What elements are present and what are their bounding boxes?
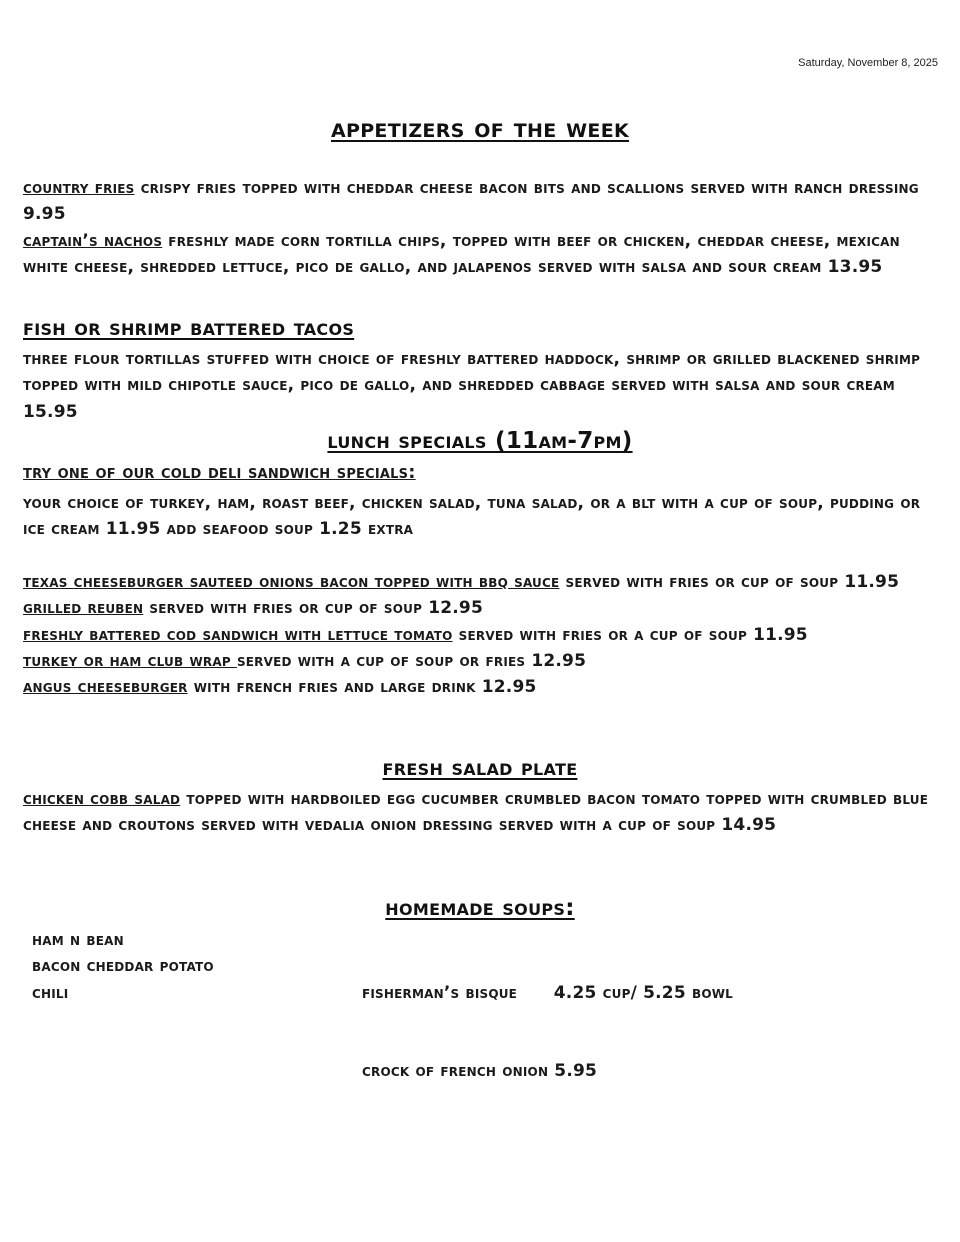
menu-item-description: crispy fries topped with cheddar cheese bacon bits and scallions served with ranch dressing 9.95 [23,178,919,225]
menu-item-name: turkey or ham club wrap [23,650,237,671]
menu-item-description: served with fries or cup of soup 12.95 [143,598,483,619]
tacos-description: three flour tortillas stuffed with choice of freshly battered haddock, shrimp or grilled blackened shrimp topped with mild chipotle sauce, pico de gallo, and shredded cabbage served with salsa and sour cream 15.95 [23,349,921,422]
soup-item: crock of french onion 5.95 [362,1061,598,1082]
menu-item-description: with french fries and large drink 12.95 [187,677,537,698]
menu-item-description: served with a cup of soup or fries 12.95 [236,650,587,671]
menu-item-name: captain’s nachos [23,230,163,251]
menu-item-name: country fries [23,178,135,198]
soup-item: bacon cheddar potato [32,956,214,977]
deli-heading: try one of our cold deli sandwich specials: [23,462,416,483]
menu-item-name: freshly battered cod sandwich with lettuce tomato [23,624,453,645]
menu-item-description: topped with hardboiled egg cucumber crumbled bacon tomato topped with crumbled blue cheese and croutons served with vedalia onion dressing served with a cup of soup 14.95 [23,789,929,836]
menu-item-angus-cheeseburger [23,674,943,700]
menu-item-country-fries [23,175,943,228]
salad-heading: fresh salad plate [382,755,578,781]
appetizers-list [23,175,943,280]
menu-date: Saturday, November 8, 2025 [798,57,938,69]
lunch-items-list [23,569,943,700]
menu-item-cod-sandwich [23,622,943,648]
menu-item-club-wrap [23,648,943,674]
menu-item-texas-cheeseburger [23,569,943,595]
deli-description: your choice of turkey, ham, roast beef, chicken salad, tuna salad, or a blt with a cup of soup, pudding or ice cream 11.95 add seafood soup 1.25 extra [23,493,921,540]
menu-item-grilled-reuben [23,595,943,621]
soup-item: chili [32,982,69,1003]
menu-item-name: grilled reuben [23,598,144,619]
soup-item: fisherman’s bisque 4.25 cup/ 5.25 bowl [362,982,734,1003]
menu-item-name: chicken cobb salad [23,789,181,809]
menu-item-cobb-salad [23,786,943,839]
menu-item-name: angus cheeseburger [23,677,188,698]
tacos-heading: fish or shrimp battered tacos [23,315,355,341]
menu-item-description: freshly made corn tortilla chips, topped with beef or chicken, cheddar cheese, mexican white cheese, shredded lettuce, pico de gallo, and jalapenos served with salsa and sour cream 13.95 [23,230,900,277]
menu-item-name: texas cheeseburger sauteed onions bacon topped with bbq sauce [23,572,560,592]
soups-list-right [362,927,733,1137]
menu-item-description: served with fries or a cup of soup 11.95 [452,624,808,645]
soups-heading: homemade soups: [385,895,575,921]
soups-list-left [32,927,214,1006]
soup-item: ham n bean [32,930,124,950]
menu-item-captains-nachos [23,228,943,281]
lunch-specials-heading: lunch specials (11am-7pm) [327,428,633,454]
menu-item-description: served with fries or cup of soup 11.95 [559,572,900,592]
appetizers-heading: appetizers of the week [330,113,630,144]
